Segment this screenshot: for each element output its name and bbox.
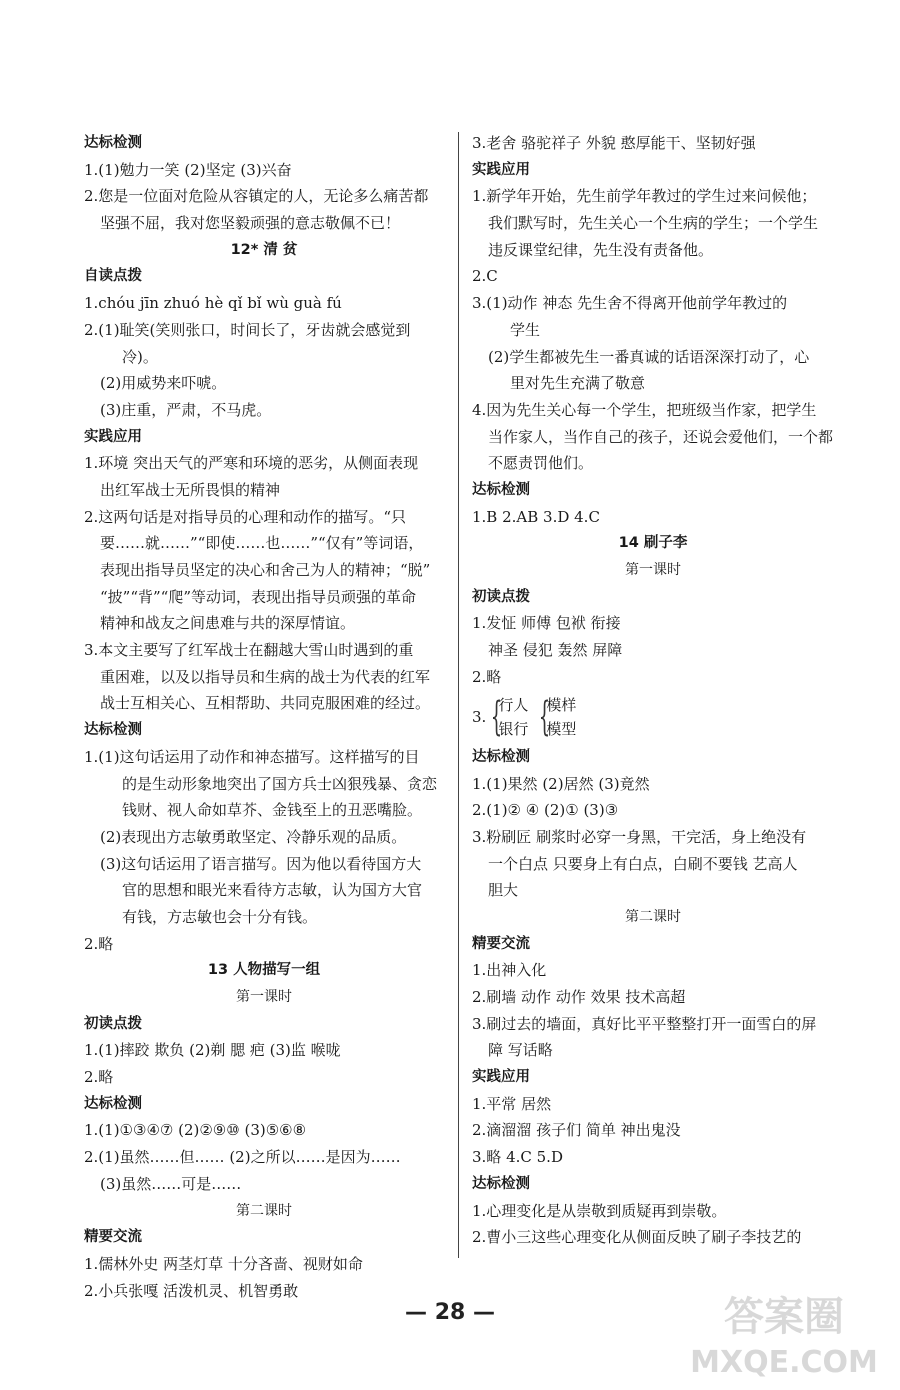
answer-line: 3.老舍 骆驼祥子 外貌 憨厚能干、坚韧好强	[472, 134, 756, 152]
svg-text:MXQE.COM: MXQE.COM	[690, 1345, 878, 1380]
answer-line: 2.滴溜溜 孩子们 简单 神出鬼没	[472, 1121, 681, 1140]
section-heading: 实践应用	[472, 1069, 530, 1086]
answer-line: (3)庄重，严肃，不马虎。	[100, 400, 272, 419]
section-heading: 精要交流	[472, 935, 530, 952]
bracket-group-1	[498, 693, 528, 741]
section-heading: 初读点拨	[472, 588, 530, 605]
lesson-subtitle: 第一课时	[236, 989, 292, 1005]
answer-line: 障 写话略	[488, 1041, 553, 1060]
answer-line: 战士互相关心、互相帮助、共同克服困难的经过。	[100, 694, 431, 713]
answer-line: 1.平常 居然	[472, 1094, 552, 1113]
section-heading: 初读点拨	[84, 1015, 142, 1032]
section-heading: 达标检测	[472, 1175, 530, 1192]
answer-line: 2.(1)虽然……但…… (2)之所以……是因为……	[84, 1148, 401, 1167]
answer-line: 我们默写时，先生关心一个生病的学生；一个学生	[488, 214, 819, 233]
right-column-part-b	[472, 744, 834, 1251]
answer-line: 1.(1)果然 (2)居然 (3)竟然	[472, 774, 650, 793]
right-column-part-a	[472, 130, 834, 690]
answer-line: 1.chóu jīn zhuó hè qǐ bǐ wù guà fú	[84, 294, 342, 313]
answer-line: 3.本文主要写了红军战士在翻越大雪山时遇到的重	[84, 641, 414, 660]
answer-line: 里对先生充满了敬意	[510, 374, 646, 393]
answer-line: 表现出指导员坚定的决心和舍己为人的精神；“脱”	[100, 561, 431, 579]
answer-line: 3.刷过去的墙面，真好比平平整整打开一面雪白的屏	[472, 1014, 817, 1033]
answer-line: 2.(1)耻笑(笑则张口，时间长了，牙齿就会感觉到	[84, 320, 411, 339]
answer-line: 1.出神入化	[472, 961, 547, 980]
answer-line: 1.心理变化是从崇敬到质疑再到崇敬。	[472, 1201, 727, 1220]
svg-text:答案圈: 答案圈	[724, 1294, 844, 1340]
bracket-word: 行人	[498, 696, 529, 715]
bracket-answer	[472, 690, 834, 743]
section-heading: 达标检测	[84, 1095, 142, 1112]
lesson-title: 12* 清 贫	[230, 241, 298, 258]
section-heading: 达标检测	[84, 135, 142, 151]
answer-line: 坚强不屈，我对您坚毅顽强的意志敬佩不已！	[100, 214, 401, 233]
lesson-title: 14 刷子李	[618, 535, 688, 552]
answer-line: 重困难，以及以指导员和生病的战士为代表的红军	[100, 667, 431, 686]
lesson-subtitle: 第二课时	[236, 1202, 292, 1219]
answer-line: 2.略	[84, 934, 114, 953]
answer-line: 4.因为先生关心每一个学生，把班级当作家，把学生	[472, 400, 817, 419]
bracket-group-2	[546, 693, 576, 741]
answer-line: 不愿责罚他们。	[488, 454, 594, 473]
answer-line: 2.C	[472, 267, 498, 286]
answer-line: 2.刷墙 动作 动作 效果 技术高超	[472, 988, 686, 1007]
column-divider	[458, 132, 459, 1258]
answer-line: 1.儒林外史 两茎灯草 十分吝啬、视财如命	[84, 1254, 363, 1273]
answer-line: (3)这句话运用了语言描写。因为他以看待国方大	[100, 854, 422, 873]
answer-line: 1.环境 突出天气的严寒和环境的恶劣，从侧面表现	[84, 454, 419, 473]
answer-line: (2)学生都被先生一番真诚的话语深深打动了，心	[488, 347, 810, 366]
answer-line: 1.(1)勉力一笑 (2)坚定 (3)兴奋	[84, 160, 292, 179]
answer-line: 官的思想和眼光来看待方志敏，认为国方大官	[122, 881, 423, 900]
section-heading: 达标检测	[84, 722, 142, 739]
answer-line: 有钱，方志敏也会十分有钱。	[122, 907, 318, 926]
answer-line: 2.曹小三这些心理变化从侧面反映了刷子李技艺的	[472, 1228, 802, 1247]
answer-line: 精神和战友之间患难与共的深厚情谊。	[100, 614, 356, 633]
answer-line: 出红军战士无所畏惧的精神	[100, 480, 281, 499]
answer-line: 一个白点 只要身上有白点，白刷不要钱 艺高人	[488, 854, 798, 873]
watermark-logo	[684, 1284, 884, 1384]
answer-line: 2.小兵张嘎 活泼机灵、机智勇敢	[84, 1281, 299, 1300]
answer-line: 当作家人，当作自己的孩子，还说会爱他们，一个都	[488, 427, 834, 446]
answer-line: 神圣 侵犯 轰然 屏障	[488, 641, 623, 660]
left-brace-icon: {	[539, 694, 551, 741]
answer-line: 1.(1)①③④⑦ (2)②⑨⑩ (3)⑤⑥⑧	[84, 1121, 307, 1140]
answer-line: 1.发怔 师傅 包袱 衔接	[472, 614, 621, 633]
answer-line: 2.您是一位面对危险从容镇定的人，无论多么痛苦都	[84, 187, 429, 206]
bracket-item-number: 3.	[472, 708, 487, 727]
answer-line: 3.(1)动作 神态 先生舍不得离开他前学年教过的	[472, 294, 788, 313]
section-heading: 达标检测	[472, 481, 530, 498]
left-column	[84, 130, 444, 1304]
answer-line: 3.粉刷匠 刷浆时必穿一身黑，干完活，身上绝没有	[472, 827, 807, 846]
answer-line: (2)表现出方志敏勇敢坚定、冷静乐观的品质。	[100, 827, 407, 846]
bracket-word: 银行	[498, 720, 529, 739]
bracket-word: 模样	[546, 696, 577, 715]
left-brace-icon: {	[491, 694, 503, 741]
section-heading: 实践应用	[472, 161, 530, 178]
section-heading: 达标检测	[472, 748, 530, 765]
answer-line: 的是生动形象地突出了国方兵士凶狠残暴、贪恋	[122, 774, 438, 793]
right-column	[472, 130, 834, 1251]
answer-line: “披”“背”“爬”等动词，表现出指导员顽强的革命	[100, 587, 417, 606]
answer-line: 2.略	[84, 1068, 114, 1087]
section-heading: 实践应用	[84, 428, 142, 445]
answer-line: 冷)。	[122, 347, 158, 366]
answer-line: 2.(1)② ④ (2)① (3)③	[472, 801, 619, 820]
answer-line: 学生	[510, 320, 541, 339]
bracket-word: 模型	[546, 720, 577, 739]
answer-line: 要……就……”“即使……也……”“仅有”等词语，	[100, 534, 424, 553]
lesson-title: 13 人物描写一组	[207, 962, 321, 979]
answer-line: 2.略	[472, 667, 502, 686]
section-heading: 自读点拨	[84, 268, 142, 285]
answer-line: 1.新学年开始，先生前学年教过的学生过来问候他；	[472, 187, 817, 206]
answer-line: (3)虽然……可是……	[100, 1174, 242, 1193]
answer-line: 1.(1)这句话运用了动作和神态描写。这样描写的目	[84, 747, 420, 766]
section-heading: 精要交流	[84, 1229, 142, 1246]
answer-line: 胆大	[488, 881, 519, 900]
page-number: — 28 —	[405, 1300, 495, 1325]
answer-line: 钱财、视人命如草芥、金钱至上的丑恶嘴脸。	[122, 801, 423, 820]
answer-line: 3.略 4.C 5.D	[472, 1148, 563, 1167]
answer-line: 违反课堂纪律，先生没有责备他。	[488, 240, 714, 259]
lesson-subtitle: 第二课时	[625, 908, 681, 925]
answer-line: 1.B 2.AB 3.D 4.C	[472, 507, 600, 526]
lesson-subtitle: 第一课时	[625, 562, 681, 578]
answer-line: (2)用威势来吓唬。	[100, 374, 227, 393]
answer-line: 2.这两句话是对指导员的心理和动作的描写。“只	[84, 507, 406, 526]
answer-line: 1.(1)摔跤 欺负 (2)剃 腮 疤 (3)监 喉咙	[84, 1041, 341, 1060]
